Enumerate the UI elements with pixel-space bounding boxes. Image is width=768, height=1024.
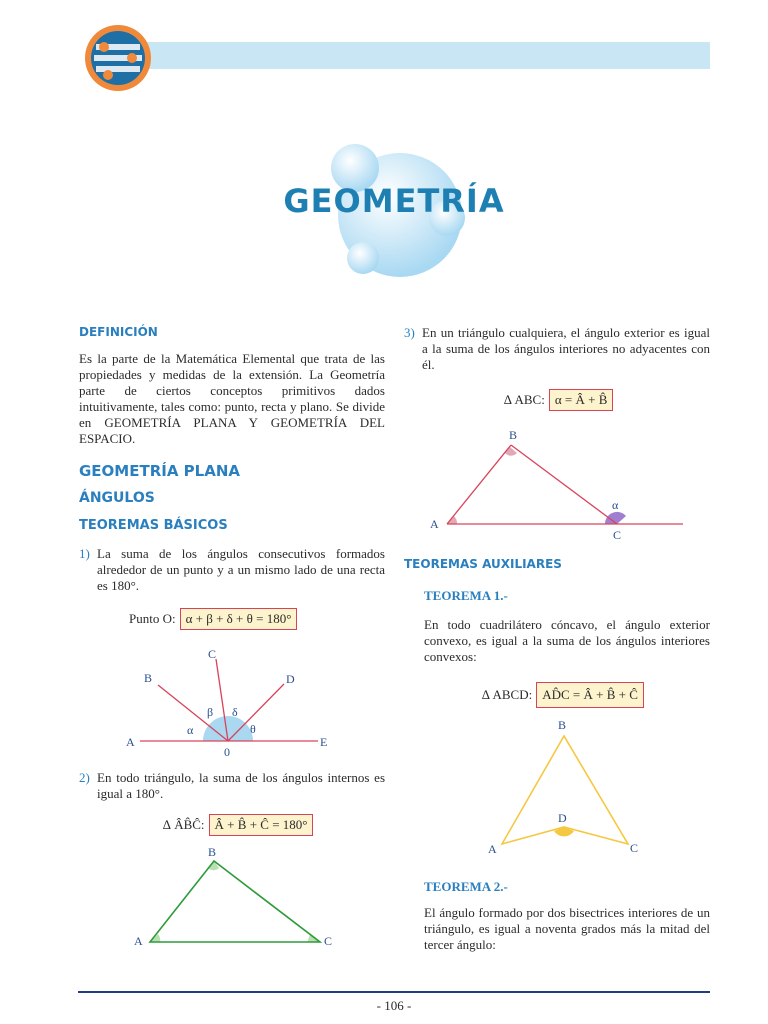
item2-label: ∆ ÂB̂Ĉ:: [163, 817, 205, 832]
fig1-theta: θ: [250, 722, 256, 736]
header-bar: [100, 42, 710, 69]
fig1-label-d: D: [286, 672, 295, 686]
item1-formula: α + β + δ + θ = 180°: [180, 608, 298, 630]
figure-consecutive-angles: [120, 642, 350, 762]
plana-heading: GEOMETRÍA PLANA: [79, 462, 241, 480]
fig3-label-b: B: [509, 428, 518, 442]
angulos-heading: ÁNGULOS: [79, 490, 155, 506]
fig1-delta: δ: [232, 705, 238, 719]
fig1-label-c: C: [208, 647, 217, 661]
fig3-alpha: α: [612, 498, 619, 512]
fig1-alpha: α: [187, 723, 194, 737]
item3-label: ∆ ABC:: [504, 392, 545, 407]
fig3-label-c: C: [613, 528, 622, 542]
fig4-label-c: C: [630, 841, 639, 855]
definicion-heading: DEFINICIÓN: [79, 325, 158, 339]
fig4-label-a: A: [488, 842, 497, 856]
logo-icon: [82, 22, 154, 94]
teorema1-text: En todo cuadrilátero cóncavo, el ángulo exterior convexo, es igual a la suma de los ángulos interiores convexos:: [424, 617, 710, 664]
fig1-beta: β: [207, 705, 214, 719]
fig4-label-b: B: [558, 718, 567, 732]
footer-divider: [78, 991, 710, 993]
fig3-label-a: A: [430, 517, 439, 531]
item3-text: En un triángulo cualquiera, el ángulo exterior es igual a la suma de los ángulos interiores no adyacentes con él.: [422, 325, 710, 372]
teorema2-heading: TEOREMA 2.-: [424, 879, 508, 894]
item2-text: En todo triángulo, la suma de los ángulos internos es igual a 180°.: [97, 770, 385, 801]
teorema1-formula: AD̂C = Â + B̂ + Ĉ: [536, 682, 644, 708]
item3-formula: α = Â + B̂: [549, 389, 614, 411]
item1-text: La suma de los ángulos consecutivos formados alrededor de un punto y a un mismo lado de una recta es 180°.: [97, 546, 385, 593]
item2-number: 2): [79, 770, 90, 785]
page-title: GEOMETRÍA: [283, 182, 505, 220]
fig1-label-e: E: [320, 735, 328, 749]
fig1-label-o: 0: [224, 745, 230, 759]
teorema1-label: ∆ ABCD:: [482, 687, 533, 702]
item1-formula-row: [129, 608, 297, 630]
item2-formula-row: [163, 814, 313, 836]
item1-label: Punto O:: [129, 611, 176, 626]
item3-formula-row: [504, 389, 613, 411]
item2-formula: Â + B̂ + Ĉ = 180°: [209, 814, 314, 836]
fig2-label-a: A: [134, 934, 143, 948]
page-number: - 106 -: [376, 998, 412, 1013]
fig1-label-a: A: [126, 735, 135, 749]
item1-number: 1): [79, 546, 90, 561]
fig2-label-c: C: [324, 934, 333, 948]
auxiliares-heading: TEOREMAS AUXILIARES: [404, 557, 562, 571]
teorema1-formula-row: [482, 682, 644, 708]
item3-number: 3): [404, 325, 415, 340]
definicion-text: Es la parte de la Matemática Elemental que trata de las propiedades y medidas de la extensión. La Geometría parte de ciertos conceptos primitivos dados intuitivamente, tales como: punto, recta y plano. Se divide en GEOMETRÍA PLANA Y GEOMETRÍA DEL ESPACIO.: [79, 351, 385, 446]
fig4-label-d: D: [558, 811, 567, 825]
fig1-label-b: B: [144, 671, 153, 685]
teoremas-basicos-heading: TEOREMAS BÁSICOS: [79, 518, 228, 533]
teorema2-text: El ángulo formado por dos bisectrices interiores de un triángulo, es igual a noventa grados más la mitad del tercer ángulo:: [424, 905, 710, 952]
fig2-label-b: B: [208, 845, 217, 859]
teorema1-heading: TEOREMA 1.-: [424, 588, 508, 603]
